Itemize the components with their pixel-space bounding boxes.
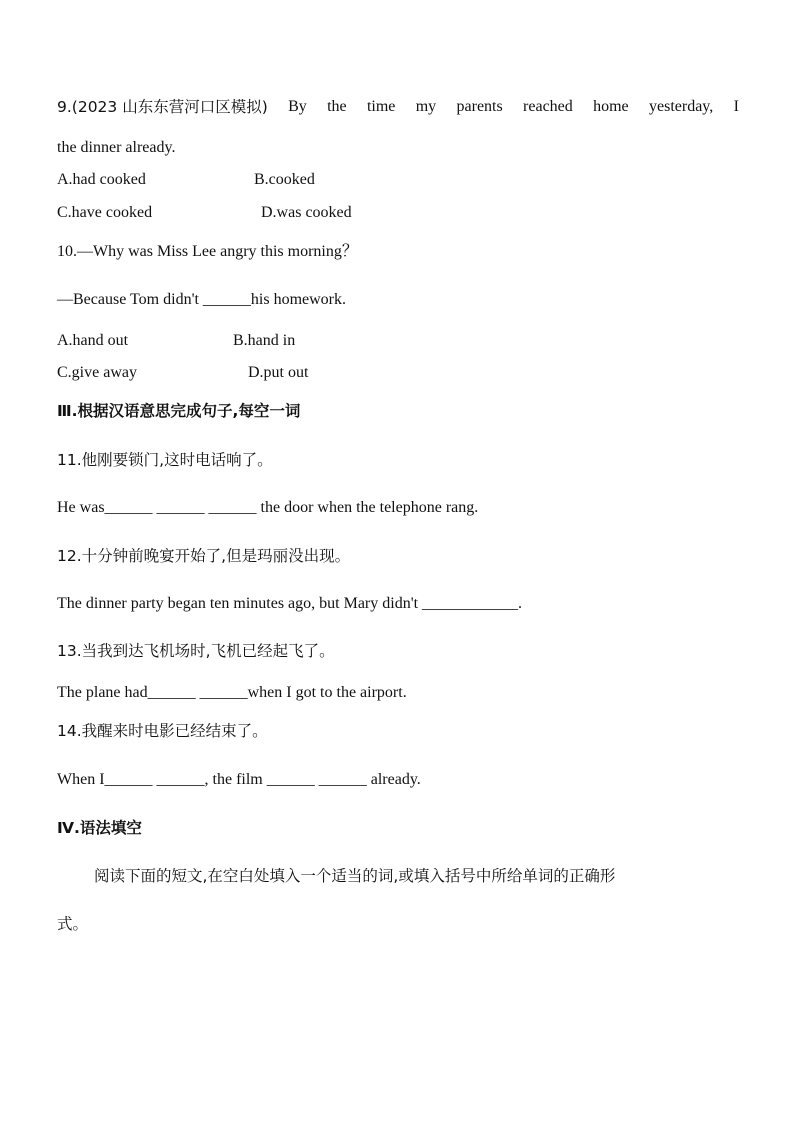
q13-chinese: 13.当我到达飞机场时,飞机已经起飞了。 [57, 642, 335, 660]
q9-word: yesterday, [648, 98, 714, 115]
q10-option-a: A.hand out [57, 332, 129, 349]
q11-chinese: 11.他刚要锁门,这时电话响了。 [57, 451, 273, 469]
q9-option-a: A.had cooked [57, 171, 146, 188]
q9-word: the [327, 98, 347, 115]
q9-word: time [366, 98, 396, 115]
q12-english: The dinner party began ten minutes ago, but Mary didn't ____________. [57, 595, 523, 612]
q10-question: 10.—Why was Miss Lee angry this morning？ [57, 243, 358, 260]
q14-chinese: 14.我醒来时电影已经结束了。 [57, 722, 268, 740]
section-4-instruction-line2: 式。 [57, 915, 89, 933]
q9-word: my [415, 98, 437, 115]
q9-option-d: D.was cooked [261, 204, 352, 221]
q9-word: parents [456, 98, 503, 115]
section-3-title: Ⅲ.根据汉语意思完成句子,每空一词 [57, 402, 301, 420]
q13-english: The plane had______ ______when I got to the airport. [57, 684, 407, 701]
q9-option-c: C.have cooked [57, 204, 153, 221]
q9-stem-line1 [57, 97, 739, 117]
section-4-instruction-line1: 阅读下面的短文,在空白处填入一个适当的词,或填入括号中所给单词的正确形 [94, 867, 616, 885]
q12-chinese: 12.十分钟前晚宴开始了,但是玛丽没出现。 [57, 547, 351, 565]
q10-option-d: D.put out [248, 364, 309, 381]
q9-option-b: B.cooked [254, 171, 315, 188]
q9-word: By [288, 98, 307, 115]
q9-word: I [733, 98, 739, 115]
q9-word: home [593, 98, 629, 115]
q10-answer: —Because Tom didn't ______his homework. [57, 291, 346, 308]
q10-option-c: C.give away [57, 364, 137, 381]
q9-word: reached [523, 98, 573, 115]
q10-option-b: B.hand in [233, 332, 296, 349]
q11-english: He was______ ______ ______ the door when the telephone rang. [57, 499, 479, 516]
q14-english: When I______ ______, the film ______ ______ already. [57, 771, 421, 788]
q9-stem-line2: the dinner already. [57, 139, 176, 156]
q9-source: 9.(2023 山东东营河口区模拟) [57, 98, 268, 116]
section-4-title: Ⅳ.语法填空 [57, 819, 142, 837]
